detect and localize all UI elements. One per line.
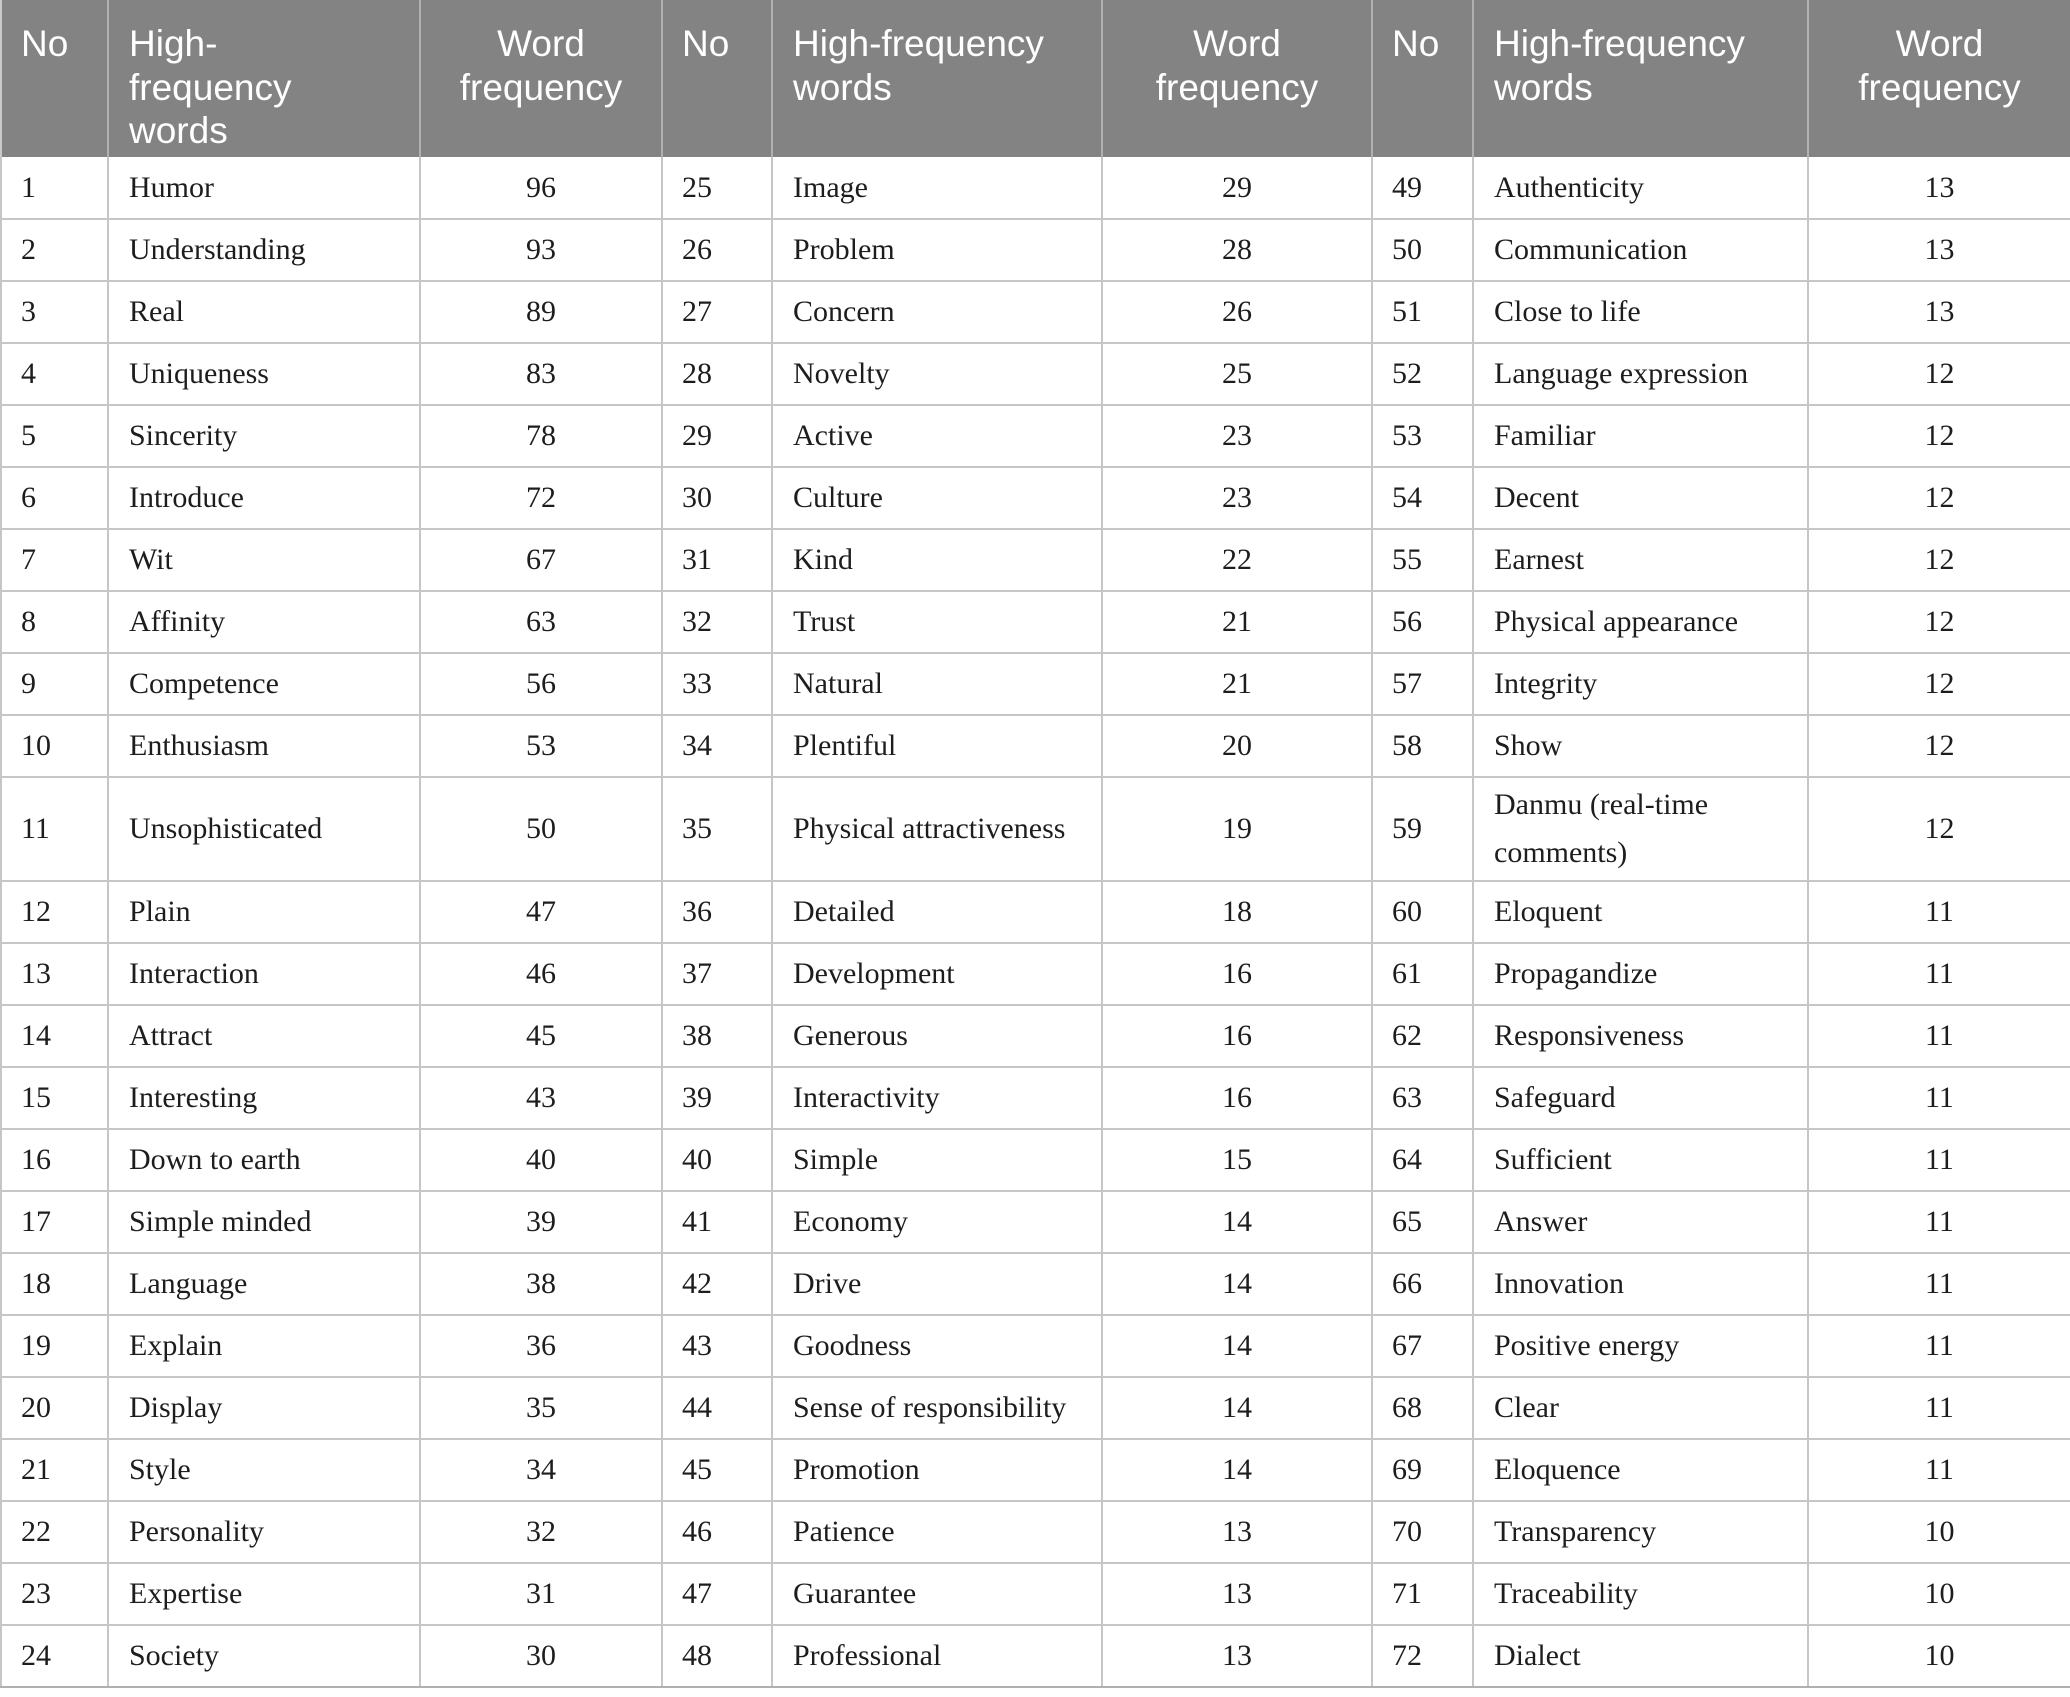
row-number-cell: 42 [662,1253,772,1315]
row-number-cell: 47 [662,1563,772,1625]
frequency-cell: 40 [420,1129,662,1191]
frequency-cell: 72 [420,467,662,529]
word-cell: Danmu (real-time comments) [1473,777,1808,881]
table-row [1,1501,2070,1563]
row-number-cell: 46 [662,1501,772,1563]
row-number-cell: 59 [1372,777,1473,881]
table-row [1,943,2070,1005]
row-number-cell: 16 [1,1129,108,1191]
word-cell: Familiar [1473,405,1808,467]
row-number-cell: 7 [1,529,108,591]
table-row [1,1377,2070,1439]
word-cell: Physical attractiveness [772,777,1102,881]
row-number-cell: 3 [1,281,108,343]
row-number-cell: 64 [1372,1129,1473,1191]
word-cell: Communication [1473,219,1808,281]
word-cell: Real [108,281,420,343]
row-number-cell: 56 [1372,591,1473,653]
word-cell: Language [108,1253,420,1315]
word-cell: Wit [108,529,420,591]
row-number-cell: 18 [1,1253,108,1315]
frequency-cell: 21 [1102,591,1372,653]
row-number-cell: 57 [1372,653,1473,715]
word-cell: Traceability [1473,1563,1808,1625]
word-cell: Interactivity [772,1067,1102,1129]
row-number-cell: 24 [1,1625,108,1687]
word-cell: Attract [108,1005,420,1067]
table-row [1,219,2070,281]
word-cell: Safeguard [1473,1067,1808,1129]
row-number-cell: 21 [1,1439,108,1501]
frequency-cell: 56 [420,653,662,715]
row-number-cell: 37 [662,943,772,1005]
frequency-cell: 12 [1808,343,2070,405]
table-row [1,467,2070,529]
row-number-cell: 40 [662,1129,772,1191]
word-cell: Introduce [108,467,420,529]
row-number-cell: 28 [662,343,772,405]
row-number-cell: 32 [662,591,772,653]
row-number-cell: 70 [1372,1501,1473,1563]
row-number-cell: 33 [662,653,772,715]
frequency-cell: 26 [1102,281,1372,343]
table-row [1,881,2070,943]
table-row [1,343,2070,405]
row-number-cell: 9 [1,653,108,715]
word-cell: Style [108,1439,420,1501]
word-cell: Novelty [772,343,1102,405]
word-cell: Decent [1473,467,1808,529]
word-cell: Culture [772,467,1102,529]
row-number-cell: 53 [1372,405,1473,467]
header-words-3-label: High-frequency words [1494,23,1745,108]
row-number-cell: 62 [1372,1005,1473,1067]
frequency-cell: 13 [1808,281,2070,343]
frequency-cell: 25 [1102,343,1372,405]
frequency-cell: 34 [420,1439,662,1501]
word-cell: Professional [772,1625,1102,1687]
frequency-cell: 13 [1102,1501,1372,1563]
frequency-cell: 12 [1808,653,2070,715]
frequency-cell: 13 [1102,1563,1372,1625]
word-cell: Development [772,943,1102,1005]
row-number-cell: 26 [662,219,772,281]
row-number-cell: 63 [1372,1067,1473,1129]
row-number-cell: 27 [662,281,772,343]
row-number-cell: 11 [1,777,108,881]
table-header [1,0,2070,157]
row-number-cell: 55 [1372,529,1473,591]
row-number-cell: 71 [1372,1563,1473,1625]
row-number-cell: 68 [1372,1377,1473,1439]
frequency-cell: 45 [420,1005,662,1067]
frequency-cell: 36 [420,1315,662,1377]
table-row [1,405,2070,467]
word-cell: Sense of responsibility [772,1377,1102,1439]
row-number-cell: 45 [662,1439,772,1501]
word-cell: Humor [108,157,420,219]
row-number-cell: 34 [662,715,772,777]
frequency-cell: 11 [1808,1253,2070,1315]
frequency-cell: 46 [420,943,662,1005]
frequency-cell: 20 [1102,715,1372,777]
table-row [1,715,2070,777]
frequency-cell: 13 [1808,219,2070,281]
word-cell: Positive energy [1473,1315,1808,1377]
frequency-cell: 83 [420,343,662,405]
frequency-cell: 23 [1102,405,1372,467]
row-number-cell: 35 [662,777,772,881]
frequency-cell: 10 [1808,1563,2070,1625]
row-number-cell: 4 [1,343,108,405]
table-row [1,777,2070,881]
frequency-cell: 12 [1808,405,2070,467]
table-row [1,281,2070,343]
row-number-cell: 6 [1,467,108,529]
header-freq-3: Word frequency [1808,0,2070,157]
word-cell: Show [1473,715,1808,777]
word-cell: Concern [772,281,1102,343]
row-number-cell: 19 [1,1315,108,1377]
word-cell: Sincerity [108,405,420,467]
row-number-cell: 61 [1372,943,1473,1005]
row-number-cell: 66 [1372,1253,1473,1315]
word-cell: Kind [772,529,1102,591]
word-cell: Trust [772,591,1102,653]
frequency-cell: 23 [1102,467,1372,529]
header-words-1-label: High-frequency words [129,23,292,152]
row-number-cell: 38 [662,1005,772,1067]
row-number-cell: 51 [1372,281,1473,343]
word-cell: Understanding [108,219,420,281]
header-words-1 [108,0,420,157]
word-cell: Generous [772,1005,1102,1067]
row-number-cell: 12 [1,881,108,943]
frequency-cell: 11 [1808,1191,2070,1253]
frequency-cell: 89 [420,281,662,343]
frequency-cell: 31 [420,1563,662,1625]
frequency-cell: 29 [1102,157,1372,219]
frequency-cell: 16 [1102,1005,1372,1067]
frequency-cell: 10 [1808,1625,2070,1687]
row-number-cell: 30 [662,467,772,529]
table-body [1,157,2070,1687]
table-row [1,1563,2070,1625]
frequency-cell: 67 [420,529,662,591]
word-cell: Competence [108,653,420,715]
word-cell: Answer [1473,1191,1808,1253]
word-cell: Guarantee [772,1563,1102,1625]
frequency-cell: 78 [420,405,662,467]
row-number-cell: 22 [1,1501,108,1563]
frequency-cell: 47 [420,881,662,943]
frequency-cell: 11 [1808,1315,2070,1377]
row-number-cell: 13 [1,943,108,1005]
frequency-cell: 14 [1102,1253,1372,1315]
row-number-cell: 20 [1,1377,108,1439]
row-number-cell: 48 [662,1625,772,1687]
frequency-cell: 14 [1102,1377,1372,1439]
word-cell: Interaction [108,943,420,1005]
header-no-1: No [1,0,108,157]
frequency-cell: 12 [1808,777,2070,881]
word-cell: Plain [108,881,420,943]
frequency-cell: 11 [1808,1005,2070,1067]
frequency-cell: 14 [1102,1315,1372,1377]
row-number-cell: 8 [1,591,108,653]
table-row [1,157,2070,219]
word-cell: Unsophisticated [108,777,420,881]
frequency-cell: 53 [420,715,662,777]
frequency-cell: 12 [1808,467,2070,529]
word-cell: Close to life [1473,281,1808,343]
frequency-cell: 12 [1808,715,2070,777]
row-number-cell: 72 [1372,1625,1473,1687]
table-row [1,1005,2070,1067]
row-number-cell: 67 [1372,1315,1473,1377]
header-row [1,0,2070,157]
frequency-cell: 11 [1808,881,2070,943]
frequency-cell: 12 [1808,529,2070,591]
word-cell: Simple [772,1129,1102,1191]
row-number-cell: 10 [1,715,108,777]
row-number-cell: 31 [662,529,772,591]
row-number-cell: 41 [662,1191,772,1253]
word-cell: Eloquence [1473,1439,1808,1501]
row-number-cell: 17 [1,1191,108,1253]
frequency-cell: 39 [420,1191,662,1253]
table-row [1,1067,2070,1129]
table-row [1,1191,2070,1253]
table-row [1,529,2070,591]
word-cell: Integrity [1473,653,1808,715]
row-number-cell: 50 [1372,219,1473,281]
frequency-cell: 13 [1102,1625,1372,1687]
word-cell: Propagandize [1473,943,1808,1005]
row-number-cell: 36 [662,881,772,943]
word-cell: Explain [108,1315,420,1377]
frequency-cell: 18 [1102,881,1372,943]
frequency-cell: 35 [420,1377,662,1439]
frequency-cell: 11 [1808,1067,2070,1129]
frequency-cell: 22 [1102,529,1372,591]
frequency-cell: 32 [420,1501,662,1563]
frequency-cell: 15 [1102,1129,1372,1191]
frequency-cell: 14 [1102,1191,1372,1253]
frequency-cell: 16 [1102,1067,1372,1129]
header-no-2: No [662,0,772,157]
frequency-cell: 16 [1102,943,1372,1005]
table-row [1,1439,2070,1501]
word-cell: Drive [772,1253,1102,1315]
row-number-cell: 43 [662,1315,772,1377]
word-cell: Personality [108,1501,420,1563]
word-cell: Enthusiasm [108,715,420,777]
word-cell: Transparency [1473,1501,1808,1563]
word-cell: Economy [772,1191,1102,1253]
frequency-cell: 28 [1102,219,1372,281]
header-freq-1: Word frequency [420,0,662,157]
row-number-cell: 15 [1,1067,108,1129]
header-freq-2: Word frequency [1102,0,1372,157]
frequency-cell: 38 [420,1253,662,1315]
word-cell: Authenticity [1473,157,1808,219]
word-cell: Uniqueness [108,343,420,405]
row-number-cell: 54 [1372,467,1473,529]
row-number-cell: 52 [1372,343,1473,405]
frequency-cell: 14 [1102,1439,1372,1501]
frequency-cell: 50 [420,777,662,881]
word-cell: Down to earth [108,1129,420,1191]
frequency-cell: 11 [1808,1377,2070,1439]
word-cell: Interesting [108,1067,420,1129]
row-number-cell: 1 [1,157,108,219]
row-number-cell: 44 [662,1377,772,1439]
row-number-cell: 2 [1,219,108,281]
word-cell: Plentiful [772,715,1102,777]
word-cell: Sufficient [1473,1129,1808,1191]
table-row [1,1315,2070,1377]
frequency-cell: 43 [420,1067,662,1129]
word-cell: Language expression [1473,343,1808,405]
header-words-2 [772,0,1102,157]
frequency-cell: 93 [420,219,662,281]
frequency-cell: 11 [1808,1439,2070,1501]
word-cell: Detailed [772,881,1102,943]
row-number-cell: 69 [1372,1439,1473,1501]
word-cell: Physical appearance [1473,591,1808,653]
word-cell: Clear [1473,1377,1808,1439]
word-cell: Active [772,405,1102,467]
word-cell: Promotion [772,1439,1102,1501]
row-number-cell: 60 [1372,881,1473,943]
word-cell: Goodness [772,1315,1102,1377]
row-number-cell: 58 [1372,715,1473,777]
frequency-cell: 12 [1808,591,2070,653]
frequency-cell: 19 [1102,777,1372,881]
word-cell: Innovation [1473,1253,1808,1315]
row-number-cell: 29 [662,405,772,467]
header-words-3 [1473,0,1808,157]
word-cell: Natural [772,653,1102,715]
row-number-cell: 39 [662,1067,772,1129]
word-cell: Affinity [108,591,420,653]
row-number-cell: 5 [1,405,108,467]
table-row [1,591,2070,653]
word-cell: Responsiveness [1473,1005,1808,1067]
row-number-cell: 23 [1,1563,108,1625]
frequency-cell: 63 [420,591,662,653]
word-cell: Patience [772,1501,1102,1563]
row-number-cell: 14 [1,1005,108,1067]
word-cell: Expertise [108,1563,420,1625]
frequency-cell: 96 [420,157,662,219]
frequency-cell: 13 [1808,157,2070,219]
word-cell: Display [108,1377,420,1439]
table-row [1,653,2070,715]
word-cell: Earnest [1473,529,1808,591]
table-row [1,1253,2070,1315]
frequency-cell: 30 [420,1625,662,1687]
table-row [1,1625,2070,1687]
word-cell: Problem [772,219,1102,281]
frequency-cell: 21 [1102,653,1372,715]
word-cell: Eloquent [1473,881,1808,943]
header-words-2-label: High-frequency words [793,23,1044,108]
word-cell: Simple minded [108,1191,420,1253]
table-row [1,1129,2070,1191]
row-number-cell: 25 [662,157,772,219]
frequency-cell: 11 [1808,943,2070,1005]
frequency-cell: 11 [1808,1129,2070,1191]
row-number-cell: 65 [1372,1191,1473,1253]
word-cell: Society [108,1625,420,1687]
word-cell: Image [772,157,1102,219]
frequency-cell: 10 [1808,1501,2070,1563]
header-no-3: No [1372,0,1473,157]
row-number-cell: 49 [1372,157,1473,219]
word-cell: Dialect [1473,1625,1808,1687]
